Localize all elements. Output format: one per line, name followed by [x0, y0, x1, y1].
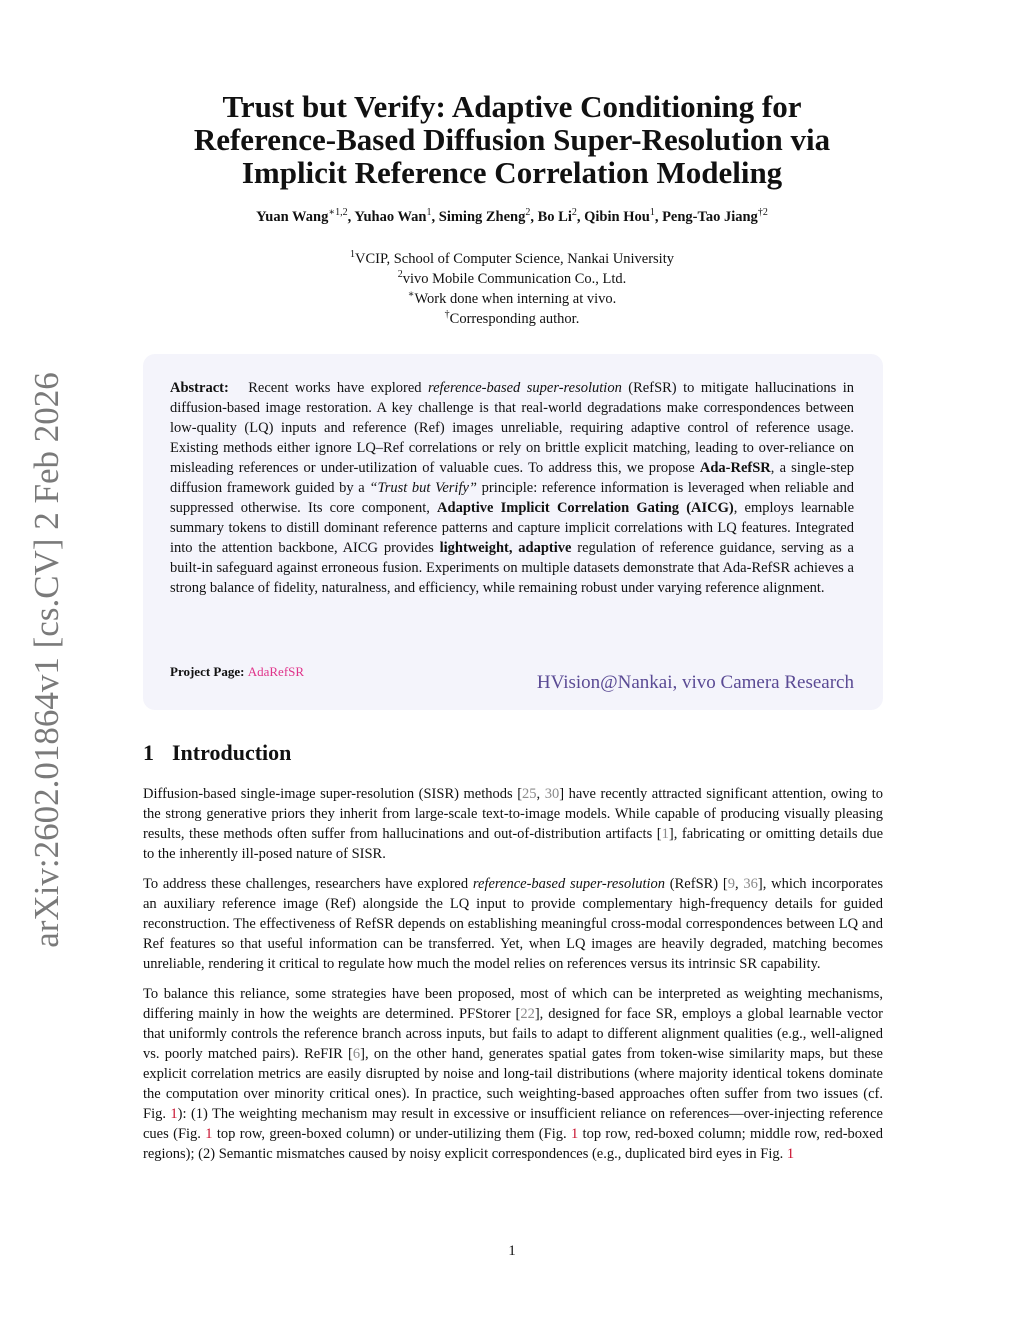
method-name: Ada-RefSR: [699, 460, 771, 476]
motto: “Trust but Verify”: [369, 480, 477, 496]
text-segment: ,: [734, 876, 744, 892]
citation-link[interactable]: 1: [661, 826, 669, 842]
affiliation-line: [200, 289, 824, 309]
author-name: Peng-Tao Jiang: [662, 209, 758, 225]
text-segment: (RefSR) [: [665, 876, 728, 892]
author-name: Bo Li: [537, 209, 572, 225]
project-page: [170, 664, 304, 680]
section-heading: [143, 740, 291, 766]
paragraph: [143, 984, 883, 1164]
emphasized-term: reference-based super-resolution: [472, 876, 666, 892]
text-segment: ] have recently attracted significant attention, owing to the strong generative priors they inherit from large-scale text-to-image models. While capable of producing visually pleasing results, these methods often suffer from hallucinations and out-of-distribution artifacts [: [143, 786, 884, 842]
figure-link[interactable]: 1: [786, 1146, 795, 1162]
abstract-label: Abstract:: [170, 380, 229, 396]
paragraph: [143, 874, 883, 974]
abstract-text-segment: Recent works have explored: [248, 380, 428, 396]
title-line-1: Trust but Verify: Adaptive Conditioning for: [222, 89, 802, 124]
author-affiliation-mark: 1: [649, 207, 655, 219]
citation-link[interactable]: 36: [743, 876, 758, 892]
abstract-term: reference-based super-resolution: [427, 380, 622, 396]
affiliation-text: Work done when interning at vivo.: [414, 291, 617, 307]
text-segment: To balance this reliance, some strategies have been proposed, most of which can be interpreted as weighting mechanisms, differing mainly in how the weights are determined. PFStorer [: [143, 986, 883, 1022]
citation-link[interactable]: 6: [352, 1046, 361, 1062]
author-name: Yuhao Wan: [354, 209, 427, 225]
citation-link[interactable]: 30: [544, 786, 560, 802]
figure-link[interactable]: 1: [170, 1106, 178, 1122]
project-page-label: Project Page:: [170, 664, 245, 679]
abstract-text-segment: principle: reference information is leveraged when reliable and suppressed otherwise. Its core component,: [170, 480, 854, 516]
affiliation-line: [200, 269, 824, 289]
affiliation-line: [200, 249, 824, 269]
affiliation-text: Corresponding author.: [449, 311, 580, 327]
paper-title: [120, 90, 904, 189]
introduction-body: [143, 784, 883, 1174]
abstract-text-segment: regulation of reference guidance, serving as a built-in safeguard against erroneous fusion. Experiments on multiple datasets demonstrate that Ada-RefSR achieves a strong balance of fidelity, naturalness, and efficiency, while remaining robust under varying reference alignment.: [170, 540, 854, 596]
section-number: 1: [143, 740, 154, 765]
paragraph: [143, 784, 883, 864]
abstract-text-segment: (RefSR) to mitigate hallucinations in diffusion-based image restoration. A key challenge is that real-world degradations make correspondences between low-quality (LQ) inputs and reference (Ref) images unreliable, requiring adaptive control of reference usage. Existing methods either ignore LQ–Ref correlations or rely on brittle explicit matching, leading to over-reliance on misleading references or under-utilization of valuable cues. To address this, we propose: [170, 380, 854, 476]
affiliation-line: [200, 309, 824, 329]
citation-link[interactable]: 9: [727, 876, 735, 892]
abstract-emphasis: lightweight, adaptive: [439, 540, 572, 556]
text-segment: ,: [536, 786, 545, 802]
citation-link[interactable]: 22: [520, 1006, 535, 1022]
figure-link[interactable]: 1: [205, 1126, 213, 1142]
text-segment: top row, green-boxed column) or under-utilizing them (Fig.: [212, 1126, 571, 1142]
abstract-paragraph: [170, 378, 854, 598]
citation-link[interactable]: 25: [522, 786, 537, 802]
affiliation-mark: 1: [350, 249, 356, 261]
author-list: Yuan Wang$^{∗1,2}$, Yuhao Wan$^1$, Siming Zheng$^2$, Bo Li$^2$, Qibin Hou$^1$, Peng-Tao Jiang$^{\dagger 2}$: [256, 207, 768, 225]
text-segment: ], fabricating or omitting details due to the inherently ill-posed nature of SISR.: [143, 826, 884, 862]
component-name: Adaptive Implicit Correlation Gating (AICG): [437, 500, 734, 516]
text-segment: To address these challenges, researchers have explored: [143, 876, 473, 892]
text-segment: ], on the other hand, generates spatial gates from token-wise similarity maps, but these explicit correlation metrics are easily disrupted by noise and long-tail distributions (where majority identical tokens dominate the computation over minority critical ones). In practice, such weighting-based approaches often suffer from two issues (cf. Fig.: [143, 1046, 883, 1122]
title-line-3: Implicit Reference Correlation Modeling: [241, 155, 783, 190]
page-number: 1: [508, 1243, 516, 1259]
abstract-text-segment: , employs learnable summary tokens to distill dominant reference patterns and capture implicit correlations with LQ features. Integrated into the attention backbone, AICG provides: [170, 500, 855, 556]
affiliation-text: vivo Mobile Communication Co., Ltd.: [402, 271, 627, 287]
project-page-link[interactable]: AdaRefSR: [247, 664, 305, 679]
author-affiliation-mark: 1: [426, 207, 432, 219]
lab-branding: HVision@Nankai, vivo Camera Research: [536, 672, 854, 693]
section-title: Introduction: [172, 740, 292, 765]
affiliation-mark: ∗: [407, 289, 415, 301]
author-name: Yuan Wang: [256, 209, 329, 225]
author-affiliation-mark: 2: [571, 207, 577, 219]
text-segment: ], designed for face SR, employs a global learnable vector that uniformly controls the reference branch across inputs, but fails to adapt to different alignment qualities (e.g., well-aligned vs. poorly matched pairs). ReFIR [: [143, 1006, 884, 1062]
author-name: Qibin Hou: [584, 209, 650, 225]
text-segment: Diffusion-based single-image super-resolution (SISR) methods [: [143, 786, 523, 802]
text-segment: ): (1) The weighting mechanism may result in excessive or insufficient reliance on references—over-injecting reference cues (Fig.: [143, 1106, 883, 1142]
affiliation-mark: †: [444, 309, 450, 321]
arxiv-identifier: arXiv:2602.01864v1 [cs.CV] 2 Feb 2026: [27, 372, 66, 948]
title-line-2: Reference-Based Diffusion Super-Resolution via: [193, 122, 831, 157]
abstract-text-segment: , a single-step diffusion framework guided by a: [170, 460, 854, 496]
figure-link[interactable]: 1: [570, 1126, 579, 1142]
affiliation-text: VCIP, School of Computer Science, Nankai University: [355, 251, 674, 267]
text-segment: top row, red-boxed column; middle row, red-boxed regions); (2) Semantic mismatches caused by noisy explicit correspondences (e.g., duplicated bird eyes in Fig.: [143, 1126, 883, 1162]
author-affiliation-mark: 2: [525, 207, 531, 219]
author-affiliation-mark: ∗1,2: [328, 207, 348, 219]
affiliation-mark: 2: [397, 269, 403, 281]
author-name: Siming Zheng: [438, 209, 526, 225]
author-affiliation-mark: †2: [757, 207, 768, 219]
text-segment: ], which incorporates an auxiliary reference image (Ref) alongside the LQ input to provide complementary high-frequency details for guided reconstruction. The effectiveness of RefSR depends on establishing meaningful cross-modal correspondences between LQ and Ref features so that useful information can be transferred. Yet, when LQ images are heavily degraded, matching becomes unreliable, rendering it critical to regulate how much the model relies on references versus its intrinsic SR capability.: [143, 876, 883, 972]
affiliations: [200, 249, 824, 329]
